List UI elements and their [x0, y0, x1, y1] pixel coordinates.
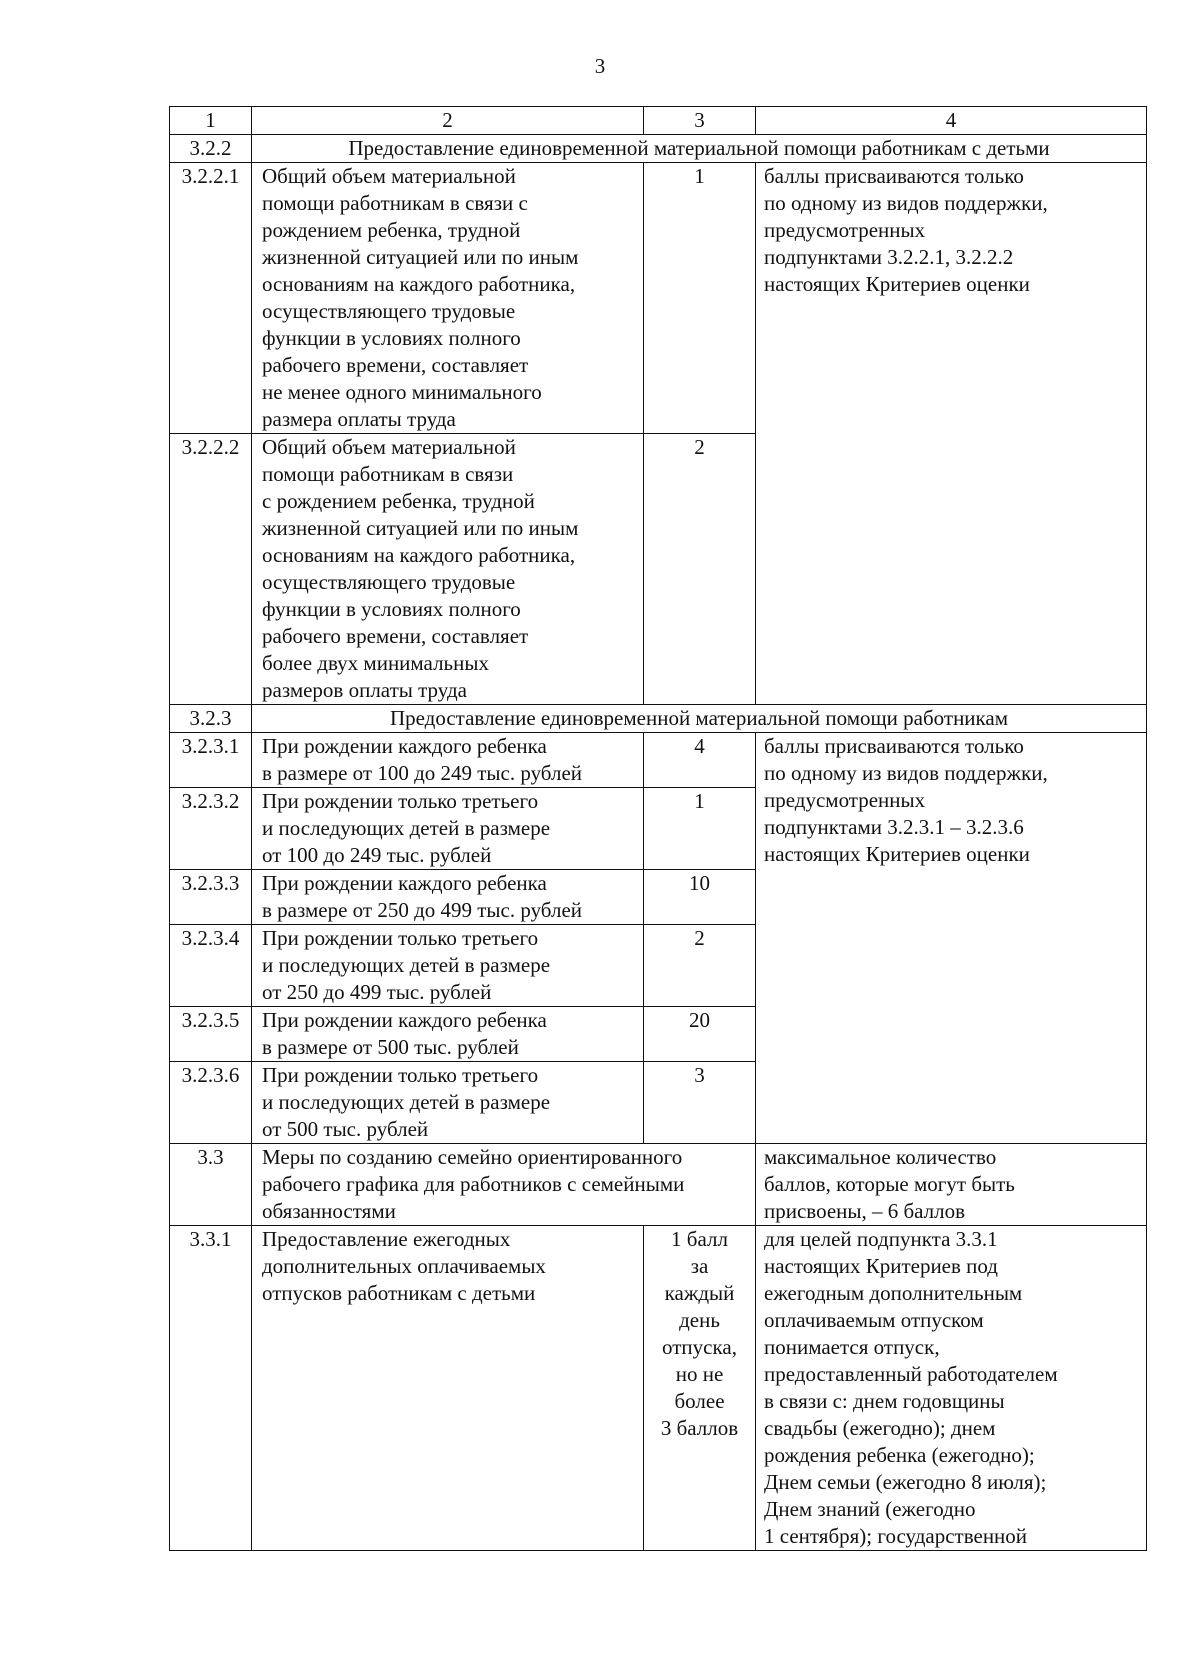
section-code: 3.2.3: [170, 705, 252, 733]
text-line: осуществляющего трудовые: [262, 299, 516, 323]
text-line: более двух минимальных: [262, 651, 489, 675]
text-line: баллы присваиваются только: [764, 164, 1024, 188]
text-line: функции в условиях полного: [262, 326, 521, 350]
criteria-table: [169, 106, 1147, 1551]
text-line: подпунктами 3.2.3.1 – 3.2.3.6: [764, 815, 1024, 839]
text-line: При рождении каждого ребенка: [262, 871, 547, 895]
text-line: более: [674, 1389, 725, 1413]
text-line: максимальное количество: [764, 1145, 997, 1169]
column-header-3: 3: [644, 107, 756, 135]
text-line: по одному из видов поддержки,: [764, 761, 1048, 785]
item-points: 2: [644, 434, 756, 705]
text-line: рождением ребенка, трудной: [262, 218, 521, 242]
text-line: Общий объем материальной: [262, 164, 516, 188]
text-line: в размере от 100 до 249 тыс. рублей: [262, 761, 583, 785]
section-code: 3.2.2: [170, 135, 252, 163]
item-code: 3.3.1: [170, 1226, 252, 1551]
text-line: помощи работникам в связи: [262, 462, 514, 486]
item-points: 4: [644, 733, 756, 788]
text-line: размеров оплаты труда: [262, 678, 467, 702]
text-line: предоставленный работодателем: [764, 1362, 1058, 1386]
item-code: 3.2.3.2: [170, 788, 252, 870]
item-code: 3.2.2.1: [170, 163, 252, 434]
text-line: настоящих Критериев под: [764, 1254, 998, 1278]
text-line: помощи работникам в связи с: [262, 191, 528, 215]
item-points: 2: [644, 925, 756, 1007]
text-line: предусмотренных: [764, 218, 926, 242]
text-line: При рождении только третьего: [262, 789, 539, 813]
item-points: [644, 1226, 756, 1551]
text-line: оплачиваемым отпуском: [764, 1308, 984, 1332]
text-line: но не: [675, 1362, 724, 1386]
item-code: 3.2.3.4: [170, 925, 252, 1007]
page-number: 3: [594, 54, 606, 78]
text-line: Общий объем материальной: [262, 435, 516, 459]
item-description: [252, 1062, 644, 1144]
text-line: Предоставление ежегодных: [262, 1227, 511, 1251]
item-points: 1: [644, 788, 756, 870]
text-line: ежегодным дополнительным: [764, 1281, 1023, 1305]
text-line: настоящих Критериев оценки: [764, 842, 1030, 866]
text-line: с рождением ребенка, трудной: [262, 489, 535, 513]
text-line: обязанностями: [262, 1199, 396, 1223]
text-line: от 500 тыс. рублей: [262, 1117, 429, 1141]
item-description: [252, 870, 644, 925]
item-description: [252, 1144, 756, 1226]
text-line: каждый: [664, 1281, 735, 1305]
item-note: [756, 733, 1147, 1144]
item-code: 3.2.3.1: [170, 733, 252, 788]
column-header-2: 2: [252, 107, 644, 135]
item-description: [252, 1226, 644, 1551]
text-line: свадьбы (ежегодно); днем: [764, 1416, 996, 1440]
table-row-3-3-1: [170, 1226, 1147, 1551]
text-line: настоящих Критериев оценки: [764, 272, 1030, 296]
text-line: размера оплаты труда: [262, 407, 456, 431]
text-line: в размере от 250 до 499 тыс. рублей: [262, 898, 583, 922]
text-line: 3 баллов: [660, 1416, 739, 1440]
text-line: Меры по созданию семейно ориентированного: [262, 1145, 683, 1169]
text-line: При рождении только третьего: [262, 1063, 539, 1087]
section-row-3-2-3: [170, 705, 1147, 733]
item-description: [252, 434, 644, 705]
text-line: баллов, которые могут быть: [764, 1172, 1015, 1196]
item-code: 3.3: [170, 1144, 252, 1226]
text-line: рабочего времени, составляет: [262, 624, 529, 648]
text-line: отпусков работникам с детьми: [262, 1281, 536, 1305]
text-line: жизненной ситуацией или по иным: [262, 245, 579, 269]
item-points: 1: [644, 163, 756, 434]
text-line: Днем знаний (ежегодно: [764, 1497, 976, 1521]
text-line: от 100 до 249 тыс. рублей: [262, 843, 492, 867]
text-line: баллы присваиваются только: [764, 734, 1024, 758]
item-note: [756, 1226, 1147, 1551]
item-description: [252, 925, 644, 1007]
section-row-3-2-2: [170, 135, 1147, 163]
text-line: за: [690, 1254, 709, 1278]
text-line: функции в условиях полного: [262, 597, 521, 621]
item-code: 3.2.3.5: [170, 1007, 252, 1062]
column-header-4: 4: [756, 107, 1147, 135]
text-line: При рождении только третьего: [262, 926, 539, 950]
text-line: осуществляющего трудовые: [262, 570, 516, 594]
text-line: предусмотренных: [764, 788, 926, 812]
text-line: по одному из видов поддержки,: [764, 191, 1048, 215]
table-row-3-2-2-1: [170, 163, 1147, 434]
section-title: Предоставление единовременной материальной помощи работникам с детьми: [252, 135, 1147, 163]
item-description: [252, 733, 644, 788]
text-line: 1 сентября); государственной: [764, 1524, 1028, 1548]
text-line: основаниям на каждого работника,: [262, 272, 576, 296]
text-line: жизненной ситуацией или по иным: [262, 516, 579, 540]
text-line: понимается отпуск,: [764, 1335, 940, 1359]
item-description: [252, 788, 644, 870]
item-description: [252, 1007, 644, 1062]
text-line: и последующих детей в размере: [262, 816, 551, 840]
text-line: 1 балл: [671, 1227, 728, 1251]
column-header-1: 1: [170, 107, 252, 135]
item-code: 3.2.3.3: [170, 870, 252, 925]
text-line: и последующих детей в размере: [262, 953, 551, 977]
text-line: присвоены, – 6 баллов: [764, 1199, 966, 1223]
item-note: [756, 163, 1147, 705]
item-points: 10: [644, 870, 756, 925]
text-line: Днем семьи (ежегодно 8 июля);: [764, 1470, 1047, 1494]
item-points: 3: [644, 1062, 756, 1144]
text-line: в размере от 500 тыс. рублей: [262, 1035, 519, 1059]
item-note: [756, 1144, 1147, 1226]
item-description: [252, 163, 644, 434]
text-line: рождения ребенка (ежегодно);: [764, 1443, 1035, 1467]
text-line: При рождении каждого ребенка: [262, 734, 547, 758]
text-line: от 250 до 499 тыс. рублей: [262, 980, 492, 1004]
table-row-3-2-3-1: [170, 733, 1147, 788]
text-line: и последующих детей в размере: [262, 1090, 551, 1114]
item-code: 3.2.3.6: [170, 1062, 252, 1144]
item-points: 20: [644, 1007, 756, 1062]
text-line: в связи с: днем годовщины: [764, 1389, 1005, 1413]
text-line: отпуска,: [662, 1335, 737, 1359]
text-line: день: [679, 1308, 720, 1332]
text-line: рабочего графика для работников с семейными: [262, 1172, 685, 1196]
table-row-3-3: [170, 1144, 1147, 1226]
text-line: для целей подпункта 3.3.1: [764, 1227, 998, 1251]
item-code: 3.2.2.2: [170, 434, 252, 705]
text-line: основаниям на каждого работника,: [262, 543, 576, 567]
section-title: Предоставление единовременной материальной помощи работникам: [252, 705, 1147, 733]
text-line: рабочего времени, составляет: [262, 353, 529, 377]
text-line: не менее одного минимального: [262, 380, 542, 404]
text-line: При рождении каждого ребенка: [262, 1008, 547, 1032]
table-header-row: [170, 107, 1147, 135]
text-line: дополнительных оплачиваемых: [262, 1254, 546, 1278]
text-line: подпунктами 3.2.2.1, 3.2.2.2: [764, 245, 1014, 269]
